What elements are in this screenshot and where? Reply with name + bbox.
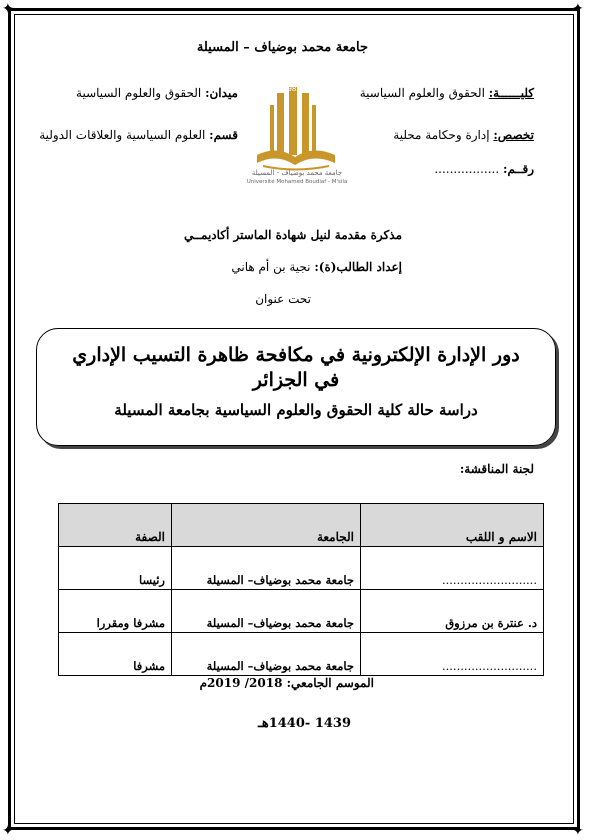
corner-ornament-bottom-right: ✦ (572, 823, 584, 839)
faculty-line (360, 86, 534, 100)
student-name: نجية بن أم هاني (231, 260, 311, 274)
table-row (59, 633, 544, 676)
number-value: ................. (434, 162, 500, 176)
thesis-title-line2: في الجزائر (252, 369, 340, 391)
university-name: جامعة محمد بوضياف – المسيلة (196, 40, 368, 55)
field-value: الحقوق والعلوم السياسية (76, 86, 202, 100)
thesis-title-box (36, 328, 556, 446)
member-name: .......................... (361, 547, 544, 590)
member-name: .......................... (361, 633, 544, 676)
corner-ornament-bottom-left: ✦ (2, 823, 14, 839)
committee-label: لجنة المناقشة: (459, 462, 534, 476)
under-title-text: تحت عنوان (255, 292, 311, 306)
header-name: الاسم و اللقب (361, 504, 544, 547)
faculty-value: الحقوق والعلوم السياسية (359, 86, 485, 100)
specialty-line (393, 128, 534, 142)
specialty-label: تخصص: (493, 128, 534, 142)
number-label: رقــم: (503, 162, 534, 176)
member-university: جامعة محمد بوضياف– المسيلة (172, 590, 361, 633)
member-role: مشرفا (59, 633, 172, 676)
corner-ornament-top-right: ✦ (572, 1, 584, 17)
thesis-title (37, 343, 555, 393)
department-label: قسم: (209, 128, 238, 142)
student-line (231, 260, 402, 274)
member-role: مشرفا ومقررا (59, 590, 172, 633)
number-line (434, 162, 534, 176)
table-row (59, 547, 544, 590)
field-line (76, 86, 238, 100)
corner-ornament-top-left: ✦ (2, 1, 14, 17)
member-role: رئيسا (59, 547, 172, 590)
specialty-value: إدارة وحكامة محلية (393, 128, 490, 142)
header-university: الجامعة (172, 504, 361, 547)
department-line (39, 128, 238, 142)
logo-name-ar: جامعة محمد بوضياف - المسيلة (251, 169, 343, 177)
degree-text: مذكرة مقدمة لنيل شهادة الماستر أكاديمــي (184, 228, 402, 242)
student-label: إعداد الطالب(ة): (314, 260, 402, 274)
faculty-label: كليــــــة: (488, 86, 534, 100)
university-logo (237, 83, 357, 188)
committee-table (58, 503, 544, 676)
academic-year: الموسم الجامعي: 2018/ 2019م (199, 676, 374, 690)
department-value: العلوم السياسية والعلاقات الدولية (39, 128, 206, 142)
table-row (59, 590, 544, 633)
table-header-row (59, 504, 544, 547)
header-role: الصفة (59, 504, 172, 547)
member-university: جامعة محمد بوضياف– المسيلة (172, 547, 361, 590)
member-name: د. عنترة بن مرزوق (361, 590, 544, 633)
thesis-title-line1: دور الإدارة الإلكترونية في مكافحة ظاهرة التسيب الإداري (72, 344, 520, 366)
thesis-subtitle: دراسة حالة كلية الحقوق والعلوم السياسية بجامعة المسيلة (114, 401, 478, 419)
hijri-year: 1439 -1440هـ (258, 716, 351, 731)
logo-year: 1985 (283, 85, 301, 93)
logo-name-fr: Université Mohamed Boudiaf - M'sila (246, 179, 348, 185)
field-label: ميدان: (205, 86, 238, 100)
member-university: جامعة محمد بوضياف– المسيلة (172, 633, 361, 676)
